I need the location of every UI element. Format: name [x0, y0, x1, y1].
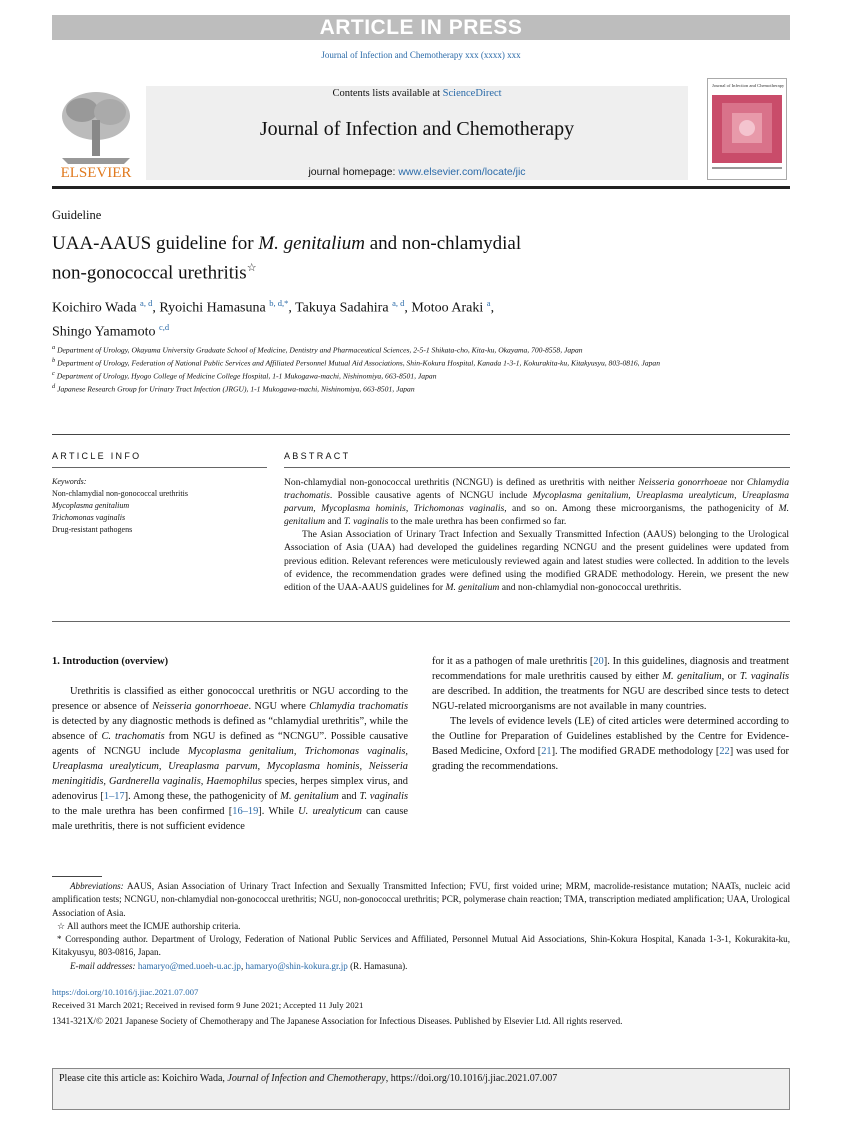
article-info-rule [52, 467, 267, 468]
cover-art-icon [708, 79, 786, 179]
article-title [52, 232, 672, 285]
cover-title-text: Journal of Infection and Chemotherapy [712, 83, 785, 88]
article-type: Guideline [52, 208, 102, 222]
keyword[interactable] [52, 500, 267, 512]
title-line2: non-gonococcal urethritis [52, 262, 247, 284]
author-affiliation[interactable]: a, d [140, 298, 153, 308]
doi-link[interactable]: https://doi.org/10.1016/j.jiac.2021.07.007 [52, 987, 199, 997]
journal-cover-image[interactable] [707, 78, 787, 180]
cite-doi[interactable]: , https://doi.org/10.1016/j.jiac.2021.07.007 [385, 1073, 558, 1084]
article-info-heading: ARTICLE INFO [52, 451, 142, 461]
affiliation-text: Department of Urology, Okayama University Graduate School of Medicine, Dentistry and Pharmaceutical Sciences, 2-5-1 Shikata-cho, Kita-ku, Okayama, 700-8558, Japan [57, 345, 583, 355]
homepage-link[interactable]: www.elsevier.com/locate/jic [398, 166, 526, 178]
journal-reference-link[interactable]: Journal of Infection and Chemotherapy xxx (xxxx) xxx [321, 50, 521, 60]
header-rule [52, 186, 790, 189]
received-dates: Received 31 March 2021; Received in revised form 9 June 2021; Accepted 11 July 2021 [52, 1000, 364, 1010]
title-part1: UAA-AAUS guideline for [52, 233, 259, 254]
homepage-prefix: journal homepage: [308, 166, 399, 178]
citation-link[interactable]: 20 [593, 656, 604, 667]
affiliations [52, 343, 742, 395]
intro-section [52, 654, 408, 834]
affiliation-item [52, 369, 742, 382]
keywords-block [52, 476, 267, 536]
abstract-bottom-rule [52, 621, 790, 622]
affiliation-text: Japanese Research Group for Urinary Tract Infection (JRGU), 1-1 Mukogawa-machi, Nishinomiya, 663-8501, Japan [57, 384, 415, 394]
footnotes [52, 880, 790, 973]
author-separator: , [490, 300, 495, 316]
abstract-paragraph: The Asian Association of Urinary Tract Infection and Sexually Transmitted Infection (AAUS) belonging to the Urological Association of Asia (UAA) had developed the guidelines regarding NCNGU and the present guidelines were updated from previous edition. Relevant references were meticulously reviewed again and latest studies were collected. In addition to the levels of evidence, the recommendation grades were defined using the modified GRADE methodology. Herein, we present the new edition of the UAA-AAUS guidelines for M. genitalium and non-chlamydial non-gonococcal urethritis. [284, 529, 789, 593]
star-note: ☆ All authors meet the ICMJE authorship criteria. [57, 920, 241, 931]
keywords-label: Keywords: [52, 477, 87, 486]
body-paragraph: The levels of evidence levels (LE) of cited articles were determined according to the Outline for Preparation of Guidelines established by the Centre for Evidence-Based Medicine, Oxford [21]. The modified GRADE methodology [22] was used for grading the recommendations. [432, 716, 789, 772]
author-separator: , [404, 300, 412, 316]
contents-line [146, 88, 688, 99]
footnote-rule [52, 876, 102, 877]
abstract-paragraph: Non-chlamydial non-gonococcal urethritis (NCNGU) is defined as urethritis with neither Neisseria gonorrhoeae nor Chlamydia trachomatis. Possible causative agents of NCNGU include Mycoplasma genitalium, Ureaplasma urealyticum, Ureaplasma parvum, Mycoplasma hominis, Trichomonas vaginalis, and so on. Among these microorganisms, the pathogenicity of M. genitalium and T. vaginalis to the male urethra has been confirmed so far. [284, 477, 790, 528]
author[interactable]: Ryoichi Hamasuna [159, 300, 266, 316]
abstract-rule [284, 467, 790, 468]
keyword-text: Trichomonas vaginalis [52, 513, 126, 522]
cite-prefix: Please cite this article as: Koichiro Wada, [59, 1073, 228, 1084]
affiliation-item [52, 343, 742, 356]
affiliation-label: d [52, 383, 56, 391]
elsevier-tree-icon [52, 86, 140, 182]
affiliations-rule [52, 434, 790, 435]
affiliation-label: c [52, 370, 55, 378]
elsevier-logo-text: ELSEVIER [60, 165, 132, 181]
citation-link[interactable]: 22 [719, 746, 730, 757]
title-species: M. genitalium [258, 233, 365, 254]
author[interactable]: Motoo Araki [411, 300, 484, 316]
cite-this-article-box [52, 1068, 790, 1110]
affiliation-text: Department of Urology, Federation of National Public Services and Affiliated Personnel Mutual Aid Associations, Shin-Kokura Hospital, Kanada 1-3-1, Kokurakita-ku, Kitakyusyu, 803-0816, Japan [57, 358, 661, 368]
author-affiliation[interactable]: c,d [158, 321, 170, 332]
right-column [432, 654, 789, 774]
author[interactable]: Takuya Sadahira [295, 300, 389, 316]
author-affiliation[interactable]: b, d,* [269, 298, 289, 308]
keyword-text: Mycoplasma genitalium [52, 501, 130, 510]
sciencedirect-link[interactable]: ScienceDirect [442, 88, 502, 99]
abbreviations-note: Abbreviations: AAUS, Asian Association of Urinary Tract Infection and Sexually Transmitted Infection; FVU, first voided urine; MRM, macrolide-resistance mutation; NAATs, nucleic acid amplification tests; NCNGU, non-chlamydial non-gonococcal urethritis; NGU, non-gonococcal urethritis; PCR, polymerase chain reaction; TMA, transcription mediated amplification; UAA, Urological Association of Asia. [52, 881, 790, 918]
citation-link[interactable]: 1–17 [103, 791, 125, 802]
affiliation-text: Department of Urology, Hyogo College of Medicine College Hospital, 1-1 Mukogawa-machi, Nishinomiya, 663-8501, Japan [56, 371, 437, 381]
body-paragraph: for it as a pathogen of male urethritis [20]. In this guidelines, diagnosis and treatment recommendations for male urethritis caused by either M. genitalium, or T. vaginalis are described. In addition, the treatments for NGU are described since tests to detect NGU-related microorganisms are not available in many countries. [432, 656, 789, 712]
doi-block [52, 986, 790, 1012]
homepage-line [146, 166, 688, 178]
keyword[interactable] [52, 512, 267, 524]
elsevier-logo[interactable] [52, 86, 140, 182]
author-separator: , [152, 300, 160, 316]
author-affiliation[interactable]: a [486, 298, 491, 308]
author-separator: , [288, 300, 296, 316]
affiliation-label: a [52, 344, 56, 351]
author-affiliation[interactable]: a, d [392, 298, 405, 308]
cite-journal: Journal of Infection and Chemotherapy [227, 1073, 386, 1084]
title-part2: and non-chlamydial [364, 233, 522, 254]
email-link[interactable]: hamaryo@med.uoeh-u.ac.jp [137, 960, 241, 971]
copyright: 1341-321X/© 2021 Japanese Society of Chemotherapy and The Japanese Association for Infectious Diseases. Published by Elsevier Ltd. All rights reserved. [52, 1016, 623, 1026]
section-heading: 1. Introduction (overview) [52, 656, 169, 667]
keyword[interactable]: Non-chlamydial non-gonococcal urethritis [52, 489, 188, 498]
citation-link[interactable]: 16–19 [232, 806, 259, 817]
article-in-press-banner: ARTICLE IN PRESS [52, 15, 790, 40]
journal-title: Journal of Infection and Chemotherapy [259, 118, 575, 140]
affiliation-label: b [52, 357, 56, 365]
title-star-footnote[interactable]: ☆ [246, 262, 257, 274]
abstract-body [284, 476, 789, 594]
keyword[interactable]: Drug-resistant pathogens [52, 525, 133, 534]
affiliation-item [52, 382, 742, 395]
citation-link[interactable]: 21 [541, 746, 552, 757]
intro-paragraph: Urethritis is classified as either gonococcal urethritis or NGU according to the presence or absence of Neisseria gonorrhoeae. NGU where Chlamydia trachomatis is detected by any diagnostic methods is defined as “chlamydial urethritis”, while the absence of C. trachomatis from NGU is defined as “NCNGU”. Possible causative agents of NCNGU include Mycoplasma genitalium, Trichomonas vaginalis, Ureaplasma urealyticum, Ureaplasma parvum, Mycoplasma hominis, Neisseria meningitidis, Gardnerella vaginalis, Haemophilus species, herpes simplex virus, and adenovirus [1–17]. Among these, the pathogenicity of M. genitalium and T. vaginalis to the male urethra has been confirmed [16–19]. While U. urealyticum can cause male urethritis, there is not sufficient evidence [52, 686, 408, 832]
email-link[interactable]: hamaryo@shin-kokura.gr.jp [245, 960, 348, 971]
author[interactable]: Koichiro Wada [52, 300, 137, 316]
affiliation-item [52, 356, 742, 369]
author[interactable]: Shingo Yamamoto [52, 324, 156, 340]
corresponding-note: * Corresponding author. Department of Urology, Federation of National Public Services and Affiliated, Personnel Mutual Aid Associations, Shin-Kokura Hospital, Kanada 1-3-1, Kokurakita-ku, Kitakyusyu, 803-0816, Japan. [52, 934, 790, 958]
abstract-heading: ABSTRACT [284, 451, 351, 461]
contents-prefix: Contents lists available at [332, 88, 443, 99]
email-note: E-mail addresses: hamaryo@med.uoeh-u.ac.jp, hamaryo@shin-kokura.gr.jp (R. Hamasuna). [70, 960, 408, 971]
author-list [52, 294, 752, 341]
